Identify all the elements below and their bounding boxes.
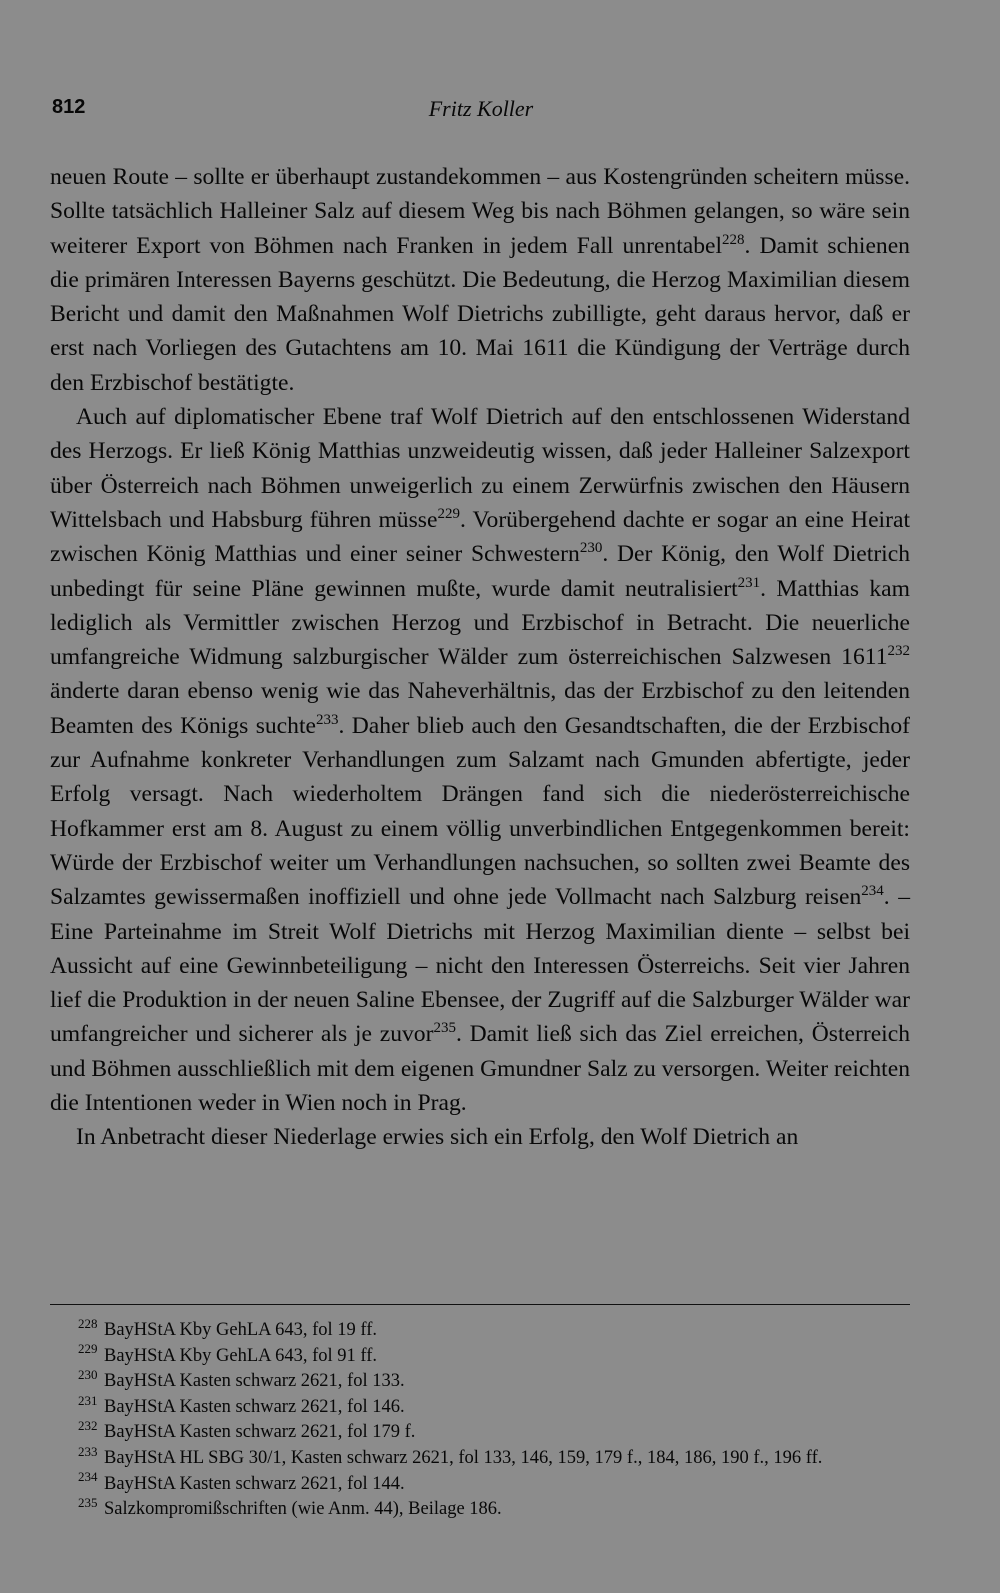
footnote-text: BayHStA Kasten schwarz 2621, fol 146. [104,1396,405,1417]
footnote-reference[interactable]: 231 [737,574,761,591]
footnote: 231 BayHStA Kasten schwarz 2621, fol 146. [78,1392,405,1417]
text-run: Auch auf diplomatischer Ebene traf Wolf Dietrich auf den entschlossenen Widerstand des Herzogs. Er ließ König Matthias unzweideutig wissen, daß jeder Halleiner Salzexport über Österreich nach Böhmen unweigerlich zu einem Zerwürfnis zwischen den Häusern Wittelsbach und Habsburg führen müsse [50,404,910,533]
footnote: 235 Salzkompromißschriften (wie Anm. 44), Beilage 186. [78,1495,502,1520]
text-run: . Der König, den Wolf Dietrich unbedingt für seine Pläne gewinnen mußte, wurde damit neutralisiert [50,541,911,602]
footnote-text: BayHStA Kby GehLA 643, fol 19 ff. [104,1320,378,1340]
text-run: neuen Route – sollte er überhaupt zustandekommen – aus Kostengründen scheitern müsse. Sollte tatsächlich Halleiner Salz auf diesem Weg bis nach Böhmen gelangen, so wäre sein weiterer Export von Böhmen nach Franken in jedem Fall unrentabel [50,164,910,259]
footnote-separator [50,1304,910,1305]
body-text [50,160,910,1155]
text-run: . Damit ließ sich das Ziel erreichen, Österreich und Böhmen ausschließlich mit dem eigenen Gmundner Salz zu versorgen. Weiter reichten die Intentionen weder in Wien noch in Prag. [50,1021,910,1117]
footnote-reference[interactable]: 234 [861,883,884,900]
footnote-reference[interactable]: 232 [887,643,910,660]
footnote-reference[interactable]: 228 [722,231,745,248]
footnote: 228 BayHStA Kby GehLA 643, fol 19 ff. [78,1315,378,1340]
running-title: Fritz Koller [428,96,534,121]
footnote-reference[interactable]: 230 [579,540,603,557]
footnotes [50,1315,910,1523]
text-run: In Anbetracht dieser Niederlage erwies sich ein Erfolg, den Wolf Dietrich an [76,1124,799,1151]
paragraph [50,1120,910,1154]
text-run: . – Eine Parteinahme im Streit Wolf Dietrichs mit Herzog Maximilian diente – selbst bei Aussicht auf eine Gewinnbeteiligung – nicht den Interessen Österreichs. Seit vier Jahren lief die Produktion in der neuen Saline Ebensee, der Zugriff auf die Salzburger Wälder war umfangreicher und sicherer als je zuvor [50,884,911,1048]
footnote-reference[interactable]: 235 [433,1020,456,1037]
text-run: . Matthias kam lediglich als Vermittler zwischen Herzog und Erzbischof in Betracht. Die neuerliche umfangreiche Widmung salzburgischer Wälder zum österreichischen Salzwesen 1611 [50,575,910,671]
text-run: . Daher blieb auch den Gesandtschaften, die der Erzbischof zur Aufnahme konkreter Verhandlungen zum Salzamt nach Gmunden abfertigte, jeder Erfolg versagt. Nach wiederholtem Drängen fand sich die niederösterreichische Hofkammer erst am 8. August zu einem völlig unverbindlichen Entgegenkommen bereit: Würde der Erzbischof weiter um Verhandlungen nachsuchen, so sollten zwei Beamte des Salzamtes gewissermaßen inoffiziell und ohne jede Vollmacht nach Salzburg reisen [50,712,910,911]
footnote: 233 BayHStA HL SBG 30/1, Kasten schwarz 2621, fol 133, 146, 159, 179 f., 184, 186, 190 f., 196 ff. [78,1443,823,1468]
footnote: 234 BayHStA Kasten schwarz 2621, fol 144. [78,1469,405,1494]
footnote: 229 BayHStA Kby GehLA 643, fol 91 ff. [78,1341,378,1366]
footnote-text: BayHStA HL SBG 30/1, Kasten schwarz 2621, fol 133, 146, 159, 179 f., 184, 186, 190 f., 196 ff. [104,1447,823,1468]
text-run: . Damit schienen die primären Interessen Bayerns geschützt. Die Bedeutung, die Herzog Maximilian diesem Bericht und damit den Maßnahmen Wolf Dietrichs zubilligte, geht daraus hervor, daß er erst nach Vorliegen des Gutachtens am 10. Mai 1611 die Kündigung der Verträge durch den Erzbischof bestätigte. [50,232,910,396]
footnote-text: BayHStA Kby GehLA 643, fol 91 ff. [104,1345,378,1366]
footnote-text: BayHStA Kasten schwarz 2621, fol 133. [104,1371,405,1392]
footnote-text: Salzkompromißschriften (wie Anm. 44), Beilage 186. [104,1499,502,1520]
page-header [52,90,910,130]
text-run: änderte daran ebenso wenig wie das Naheverhältnis, das der Erzbischof zu den leitenden Beamten des Königs suchte [50,678,910,739]
footnote-reference[interactable]: 233 [315,711,339,728]
footnote-text: BayHStA Kasten schwarz 2621, fol 144. [104,1473,405,1494]
footnote-text: BayHStA Kasten schwarz 2621, fol 179 f. [104,1422,416,1443]
paragraph [50,160,910,400]
footnote-reference[interactable]: 229 [437,506,460,523]
page-number: 812 [52,96,86,118]
footnote: 230 BayHStA Kasten schwarz 2621, fol 133. [78,1367,405,1392]
text-run: . Vorübergehend dachte er sogar an eine Heirat zwischen König Matthias und einer seiner Schwestern [50,506,910,568]
paragraph [50,400,910,1120]
footnote: 232 BayHStA Kasten schwarz 2621, fol 179 f. [78,1418,416,1443]
